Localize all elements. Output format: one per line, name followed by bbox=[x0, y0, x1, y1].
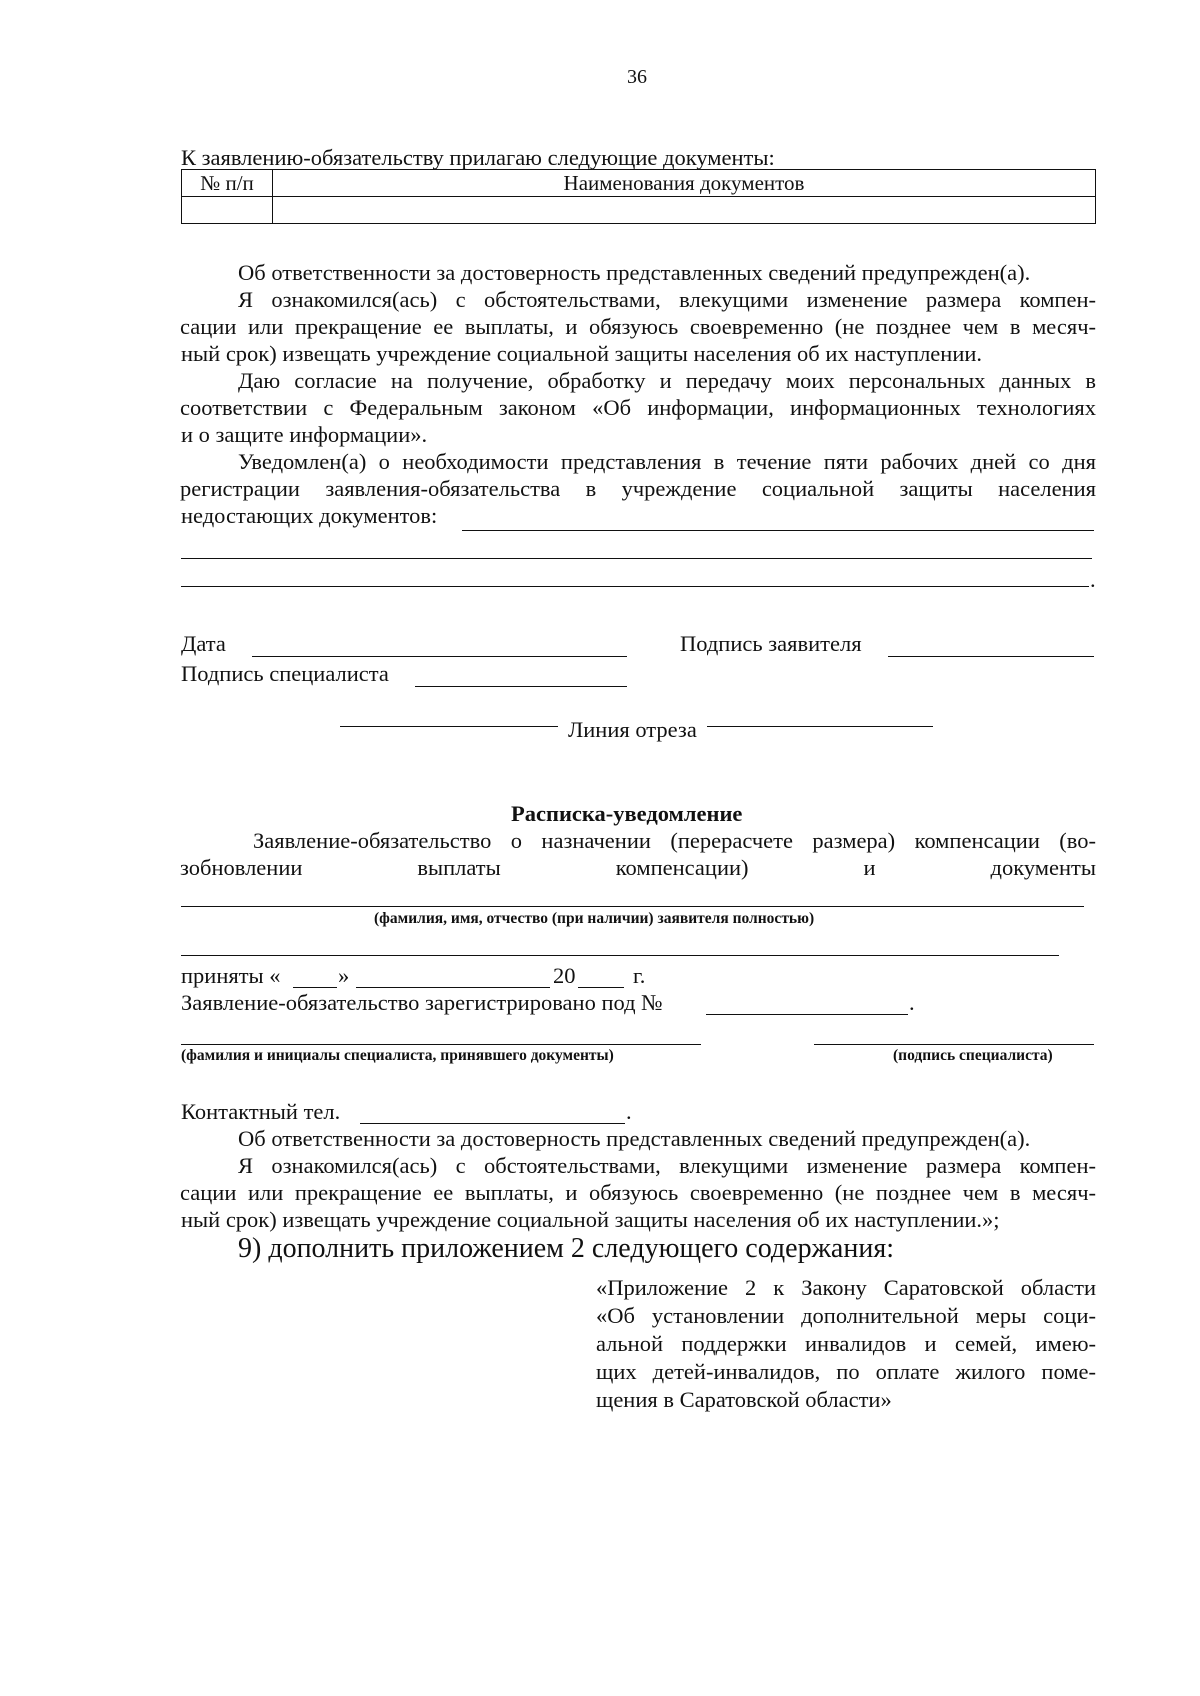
contact-phone-field[interactable] bbox=[360, 1123, 625, 1124]
liability-notice: Об ответственности за достоверность представленных сведений предупрежден(а). bbox=[238, 260, 1031, 285]
contact-phone-end-dot: . bbox=[626, 1099, 632, 1124]
accepted-day-field[interactable] bbox=[293, 987, 337, 988]
cut-line-right bbox=[707, 726, 933, 727]
consent-line-1: Даю согласие на получение, обработку и передачу моих персональных данных в bbox=[238, 368, 1096, 393]
receipt-liability-notice: Об ответственности за достоверность представленных сведений предупрежден(а). bbox=[238, 1126, 1031, 1151]
circumstances-line-3: ный срок) извещать учреждение социальной защиты населения об их наступлении. bbox=[181, 341, 983, 366]
consent-line-2: соответствии с Федеральным законом «Об информации, информационных технологиях bbox=[180, 395, 1096, 420]
accepted-quote-close: » bbox=[338, 963, 350, 988]
appendix-line-5: щения в Саратовской области» bbox=[596, 1387, 892, 1412]
receipt-circumstances-line-2: сации или прекращение ее выплаты, и обязуюсь своевременно (не позднее чем в месяч- bbox=[180, 1180, 1096, 1205]
specialist-signature-label: Подпись специалиста bbox=[181, 661, 389, 686]
specialist-name-field[interactable] bbox=[181, 1044, 701, 1045]
table-row bbox=[182, 197, 1096, 224]
appendix-line-3: альной поддержки инвалидов и семей, имею- bbox=[596, 1331, 1096, 1356]
appendix-line-1: «Приложение 2 к Закону Саратовской области bbox=[596, 1275, 1096, 1300]
missing-documents-field-2[interactable] bbox=[181, 558, 1092, 559]
missing-documents-label: недостающих документов: bbox=[181, 503, 438, 528]
consent-line-3: и о защите информации». bbox=[181, 422, 428, 447]
contact-phone-label: Контактный тел. bbox=[181, 1099, 341, 1124]
circumstances-line-1: Я ознакомился(ась) с обстоятельствами, влекущими изменение размера компен- bbox=[238, 287, 1096, 312]
applicant-name-field-2[interactable] bbox=[181, 955, 1059, 956]
registration-label: Заявление-обязательство зарегистрировано под № bbox=[181, 990, 663, 1015]
cut-line-left bbox=[340, 726, 558, 727]
accepted-year-prefix: 20 bbox=[553, 963, 576, 988]
missing-documents-field-3[interactable] bbox=[181, 586, 1089, 587]
table-cell-name[interactable] bbox=[273, 197, 1096, 224]
notified-line-1: Уведомлен(а) о необходимости представления в течение пяти рабочих дней со дня bbox=[238, 449, 1096, 474]
receipt-title: Расписка-уведомление bbox=[511, 801, 743, 826]
accepted-month-field[interactable] bbox=[356, 987, 550, 988]
receipt-circumstances-line-1: Я ознакомился(ась) с обстоятельствами, влекущими изменение размера компен- bbox=[238, 1153, 1096, 1178]
specialist-signature-field[interactable] bbox=[415, 686, 627, 687]
column-header-name: Наименования документов bbox=[273, 170, 1096, 197]
registration-end-dot: . bbox=[909, 990, 915, 1015]
date-field[interactable] bbox=[252, 656, 627, 657]
date-label: Дата bbox=[181, 631, 226, 656]
attachments-intro: К заявлению-обязательству прилагаю следующие документы: bbox=[181, 145, 775, 170]
accepted-label: приняты « bbox=[181, 963, 281, 988]
specialist-sign-field[interactable] bbox=[814, 1044, 1094, 1045]
specialist-sign-caption: (подпись специалиста) bbox=[893, 1047, 1053, 1064]
applicant-signature-label: Подпись заявителя bbox=[680, 631, 862, 656]
accepted-year-field[interactable] bbox=[578, 987, 624, 988]
applicant-name-field[interactable] bbox=[181, 906, 1084, 907]
table-header-row bbox=[182, 170, 1096, 197]
missing-documents-field-1[interactable] bbox=[462, 530, 1094, 531]
receipt-circumstances-line-3: ный срок) извещать учреждение социальной защиты населения об их наступлении.»; bbox=[181, 1207, 1000, 1232]
notified-line-2: регистрации заявления-обязательства в учреждение социальной защиты населения bbox=[180, 476, 1096, 501]
receipt-application-line-2: зобновлении выплаты компенсации) и документы bbox=[180, 855, 1096, 880]
page-number: 36 bbox=[627, 66, 647, 88]
applicant-signature-field[interactable] bbox=[888, 656, 1094, 657]
missing-documents-end-dot: . bbox=[1090, 567, 1096, 592]
appendix-line-2: «Об установлении дополнительной меры соци- bbox=[596, 1303, 1096, 1328]
registration-number-field[interactable] bbox=[706, 1014, 908, 1015]
amendment-item: 9) дополнить приложением 2 следующего содержания: bbox=[238, 1233, 894, 1264]
applicant-name-caption: (фамилия, имя, отчество (при наличии) заявителя полностью) bbox=[374, 910, 815, 927]
circumstances-line-2: сации или прекращение ее выплаты, и обязуюсь своевременно (не позднее чем в месяч- bbox=[180, 314, 1096, 339]
cut-line-label: Линия отреза bbox=[568, 717, 697, 742]
table-cell-number[interactable] bbox=[182, 197, 273, 224]
attachments-table bbox=[181, 169, 1096, 224]
column-header-number: № п/п bbox=[182, 170, 273, 197]
specialist-name-caption: (фамилия и инициалы специалиста, принявшего документы) bbox=[181, 1047, 614, 1064]
accepted-year-suffix: г. bbox=[633, 963, 646, 988]
appendix-line-4: щих детей-инвалидов, по оплате жилого поме- bbox=[596, 1359, 1096, 1384]
receipt-application-line-1: Заявление-обязательство о назначении (перерасчете размера) компенсации (во- bbox=[253, 828, 1096, 853]
